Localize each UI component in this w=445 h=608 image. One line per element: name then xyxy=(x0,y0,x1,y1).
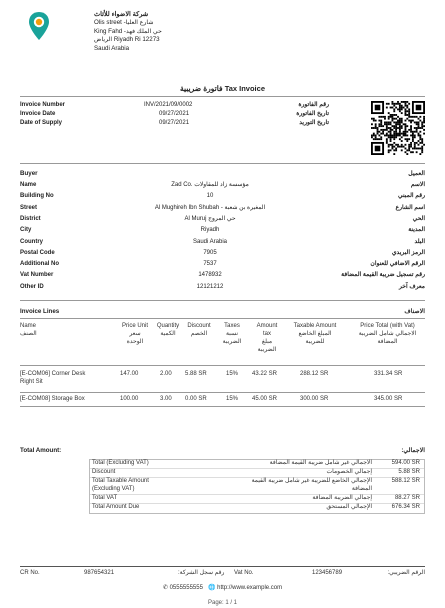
total-amount: 88.27 SR xyxy=(394,495,420,501)
total-amount: 5.88 SR xyxy=(398,469,420,475)
col-name xyxy=(20,322,37,338)
col-discount-label-ar: الخصم xyxy=(190,331,208,337)
col-amount-label: Amount xyxy=(256,323,278,329)
total-row xyxy=(90,469,424,478)
footer-divider xyxy=(20,566,425,567)
lines-section-title xyxy=(20,307,425,317)
invoice-number-value: INV/2021/09/0002 xyxy=(144,102,193,108)
buyer-field-label: Name xyxy=(20,182,37,188)
buyer-row xyxy=(20,271,425,280)
line-amount: 45.00 SR xyxy=(252,396,278,402)
buyer-field-label: Additional No xyxy=(20,261,59,268)
col-amount-label-ar1: tax xyxy=(262,331,271,337)
invoice-date-label: Invoice Date xyxy=(20,111,56,117)
line-price: 147.00 xyxy=(120,371,139,377)
supply-date-label-ar: تاريخ التوريد xyxy=(299,120,329,126)
footer-registration xyxy=(20,569,425,578)
buyer-field-value: 10 xyxy=(206,193,214,200)
company-name: شركة الاضواء للأثاث xyxy=(94,11,149,18)
phone-icon: ✆ xyxy=(162,585,168,591)
buyer-title: Buyer xyxy=(20,170,38,177)
col-name-label: Name xyxy=(20,323,37,329)
line-name: [E-COM06] Corner Desk xyxy=(20,371,86,377)
buyer-section-title xyxy=(20,169,425,179)
line-total: 331.34 SR xyxy=(374,371,403,377)
line-name: [E-COM08] Storage Box xyxy=(20,396,85,402)
total-row xyxy=(90,478,424,495)
buyer-field-value: Saudi Arabia xyxy=(192,238,228,245)
total-amount: 676.34 SR xyxy=(391,504,420,510)
buyer-field-value: 7905 xyxy=(203,249,217,256)
col-taxable-label: Taxable Amount xyxy=(293,323,337,329)
col-qty-label: Quantity xyxy=(156,323,180,329)
lines-header-divider xyxy=(20,365,425,366)
buyer-title-ar: العميل xyxy=(408,170,425,177)
supply-date-value: 09/27/2021 xyxy=(159,120,190,126)
buyer-field-label: Vat Number xyxy=(20,272,54,279)
buyer-field-label-ar: اسم الشارع xyxy=(395,204,425,211)
supply-date-row xyxy=(20,119,425,128)
invoice-date-value: 09/27/2021 xyxy=(159,111,190,117)
total-section-title xyxy=(20,446,425,456)
line-divider xyxy=(20,392,425,393)
total-row xyxy=(90,495,424,504)
total-label-ar: إجمالي الضريبة المضافة xyxy=(312,495,372,501)
col-qty xyxy=(153,322,183,338)
col-amount xyxy=(252,322,282,354)
col-taxable xyxy=(286,322,344,346)
buyer-row xyxy=(20,215,425,224)
buyer-field-label-ar: معرف آخر xyxy=(399,283,425,290)
cr-value: 987654321 xyxy=(84,570,115,576)
vat-value: 123456789 xyxy=(312,570,343,576)
company-address-line1: Olis street -شارع العليا xyxy=(94,19,154,27)
total-amount: 588.12 SR xyxy=(391,478,420,484)
line-name-cont: Right Sit xyxy=(20,379,43,385)
company-address-line3: الرياض Riyadh Ri 12273 xyxy=(94,36,160,44)
buyer-field-label-ar: الحي xyxy=(412,215,425,222)
col-total xyxy=(350,322,425,346)
buyer-field-label: Building No xyxy=(20,193,54,200)
line-discount: 0.00 SR xyxy=(185,396,207,402)
buyer-field-label: Other ID xyxy=(20,283,44,290)
buyer-field-value: Zad Co. مؤسسة زاد للمقاولات xyxy=(171,182,249,188)
phone-number: 0555555555 xyxy=(169,585,203,591)
total-row xyxy=(90,504,424,513)
buyer-field-value: 12121212 xyxy=(196,283,224,290)
buyer-field-label: District xyxy=(20,215,41,222)
buyer-row xyxy=(20,204,425,213)
total-amount: 594.00 SR xyxy=(391,460,420,466)
buyer-field-label: Street xyxy=(20,204,38,211)
col-taxes-label-ar: نسبة الضريبة xyxy=(222,331,242,345)
col-price-label-ar: سعر الوحدة xyxy=(126,331,144,345)
total-label-cont: (Excluding VAT) xyxy=(92,486,135,492)
buyer-field-value: Al Muruj حي المروج xyxy=(184,215,236,222)
total-label: Total (Excluding VAT) xyxy=(92,460,149,466)
buyer-divider xyxy=(20,163,425,164)
lines-table-header xyxy=(20,322,425,360)
line-taxable: 288.12 SR xyxy=(300,371,329,377)
total-row xyxy=(90,460,424,469)
page-number: Page: 1 / 1 xyxy=(207,600,238,606)
col-amount-label-ar2: مبلغ xyxy=(261,339,273,345)
buyer-row xyxy=(20,283,425,292)
line-price: 100.00 xyxy=(120,396,139,402)
table-row xyxy=(20,370,425,390)
cr-label-ar: رقم سجل الشركة: xyxy=(178,570,225,576)
line-discount: 5.88 SR xyxy=(185,371,207,377)
buyer-field-label-ar: الرقم الاضافي للعنوان xyxy=(370,261,425,268)
buyer-row xyxy=(20,226,425,235)
col-taxes xyxy=(219,322,245,346)
total-label-ar-cont: المضافة xyxy=(351,486,372,492)
website-link[interactable]: http://www.example.com xyxy=(217,585,283,591)
buyer-field-value: 7537 xyxy=(203,261,217,268)
company-address-line4: Saudi Arabia xyxy=(94,44,130,52)
lines-title-ar: الاصناف xyxy=(404,308,425,315)
buyer-field-label-ar: الاسم xyxy=(410,182,425,188)
col-total-label-ar: الاجمالي شامل الضريبة المضافة xyxy=(358,331,417,345)
document-title: فاتورة ضريبية Tax Invoice xyxy=(180,84,265,93)
vat-label-ar: الرقم الضريبي: xyxy=(387,570,425,576)
buyer-row xyxy=(20,192,425,201)
col-qty-label-ar: الكمية xyxy=(160,331,176,337)
total-label-ar: الاجمالي غير شامل ضريبة القيمة المضافة xyxy=(269,460,372,466)
buyer-row xyxy=(20,249,425,258)
totals-table xyxy=(89,459,425,514)
col-total-label: Price Total (with Vat) xyxy=(360,323,415,329)
total-label-ar: الإجمالي الخاضع للضريبة غير شامل ضريبة القيمة xyxy=(251,478,372,484)
invoice-date-label-ar: تاريخ الفاتورة xyxy=(296,111,329,117)
col-taxable-label-ar: المبلغ الخاضع للضريبة xyxy=(298,331,332,345)
line-total: 345.00 SR xyxy=(374,396,403,402)
supply-date-label: Date of Supply xyxy=(20,120,63,126)
col-name-label-ar: الصنف xyxy=(20,331,37,337)
col-discount-label: Discount xyxy=(187,323,211,329)
buyer-field-value: Riyadh xyxy=(200,227,220,234)
line-qty: 2.00 xyxy=(160,371,172,377)
col-amount-label-ar3: الضريبة xyxy=(257,347,277,353)
total-title-ar: الاجمالي: xyxy=(401,447,425,454)
invoice-date-row xyxy=(20,110,425,119)
buyer-field-value: Al Mughireh Ibn Shubah - المغيرة بن شعبة xyxy=(154,204,266,211)
total-label: Total Amount Due xyxy=(92,504,140,510)
total-label: Total VAT xyxy=(92,495,118,501)
buyer-field-value: 1478932 xyxy=(198,272,222,279)
buyer-field-label-ar: البلد xyxy=(414,238,425,245)
company-header xyxy=(20,8,425,66)
line-divider xyxy=(20,406,425,407)
col-discount xyxy=(183,322,215,338)
table-row xyxy=(20,395,425,405)
buyer-field-label-ar: الرمز البريدي xyxy=(391,249,425,256)
buyer-row xyxy=(20,260,425,269)
total-label-ar: الإجمالي المستحق xyxy=(326,504,372,510)
line-amount: 43.22 SR xyxy=(252,371,278,377)
col-taxes-label: Taxes xyxy=(224,323,240,329)
vat-label: Vat No. xyxy=(234,570,254,576)
line-qty: 3.00 xyxy=(160,396,172,402)
line-taxes: 15% xyxy=(226,396,239,402)
invoice-number-label: Invoice Number xyxy=(20,102,66,108)
buyer-row xyxy=(20,181,425,190)
col-price-label: Price Unit xyxy=(121,323,148,329)
lines-title: Invoice Lines xyxy=(20,308,60,315)
qr-code xyxy=(371,101,425,155)
line-taxable: 300.00 SR xyxy=(300,396,329,402)
buyer-field-label-ar: رقم المبني xyxy=(397,193,425,200)
cr-label: CR No. xyxy=(20,570,40,576)
company-address xyxy=(94,11,162,53)
footer-contact xyxy=(0,584,445,591)
total-title: Total Amount: xyxy=(20,447,62,454)
company-address-line2: King Fahd -حي الملك فهد xyxy=(94,27,162,35)
line-taxes: 15% xyxy=(226,371,239,377)
buyer-row xyxy=(20,238,425,247)
buyer-field-label-ar: رقم تسجيل ضريبة القيمة المضافة xyxy=(341,272,425,279)
buyer-field-label: Postal Code xyxy=(20,249,55,256)
buyer-field-label-ar: المدينة xyxy=(408,227,425,234)
total-label: Discount xyxy=(92,469,116,475)
lines-divider xyxy=(20,300,425,301)
invoice-number-label-ar: رقم الفاتورة xyxy=(298,102,329,108)
buyer-field-label: Country xyxy=(20,238,43,245)
company-logo xyxy=(28,11,50,41)
invoice-number-row xyxy=(20,101,425,110)
lines-title-divider xyxy=(20,318,425,319)
total-label-ar: إجمالي الخصومات xyxy=(326,469,372,475)
total-label: Total Taxable Amount xyxy=(92,478,149,484)
col-price xyxy=(118,322,152,346)
globe-icon: 🌐 xyxy=(207,585,216,591)
buyer-field-label: City xyxy=(20,227,32,234)
title-divider xyxy=(20,96,425,97)
